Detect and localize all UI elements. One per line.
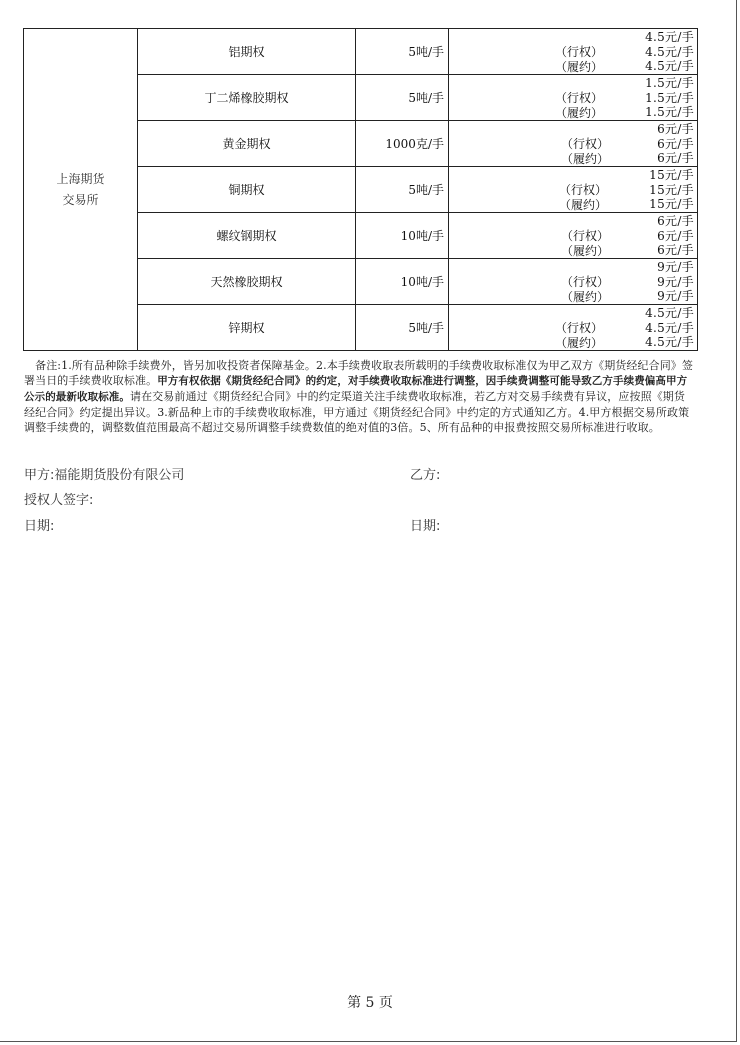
fee-cell bbox=[449, 29, 698, 75]
page-number: 第 5 页 bbox=[347, 995, 393, 1011]
product-name: 铜期权 bbox=[138, 167, 356, 213]
fee-value: 4.5元/手 bbox=[645, 44, 694, 59]
fee-value: 15元/手 bbox=[649, 168, 694, 182]
fee-value: 15元/手 bbox=[649, 182, 694, 197]
fee-type-labels bbox=[559, 183, 607, 212]
exercise-label: （行权） bbox=[559, 183, 608, 197]
performance-label: （履约） bbox=[555, 335, 604, 350]
fee-value: 4.5元/手 bbox=[645, 306, 694, 320]
contract-unit: 1000克/手 bbox=[356, 121, 449, 167]
fee-values bbox=[657, 122, 694, 166]
fee-cell bbox=[449, 305, 698, 351]
exercise-label: （行权） bbox=[561, 275, 610, 289]
fee-type-labels bbox=[555, 91, 603, 120]
fee-value: 4.5元/手 bbox=[645, 320, 694, 335]
exercise-label: （行权） bbox=[561, 137, 610, 151]
product-name: 螺纹钢期权 bbox=[138, 213, 356, 259]
fee-type-labels bbox=[555, 321, 603, 350]
fee-cell bbox=[449, 213, 698, 259]
performance-label: （履约） bbox=[559, 197, 608, 212]
party-a-date-label: 日期: bbox=[24, 519, 55, 534]
fee-type-labels bbox=[561, 137, 609, 166]
party-b-date-label: 日期: bbox=[410, 519, 441, 534]
performance-label: （履约） bbox=[555, 59, 604, 74]
performance-label: （履约） bbox=[561, 289, 610, 304]
fee-value: 6元/手 bbox=[657, 214, 694, 228]
fee-value: 9元/手 bbox=[657, 289, 694, 303]
fee-value: 6元/手 bbox=[657, 151, 694, 165]
fee-value: 6元/手 bbox=[657, 228, 694, 243]
performance-label: （履约） bbox=[561, 151, 610, 166]
fee-value: 9元/手 bbox=[657, 260, 694, 274]
fee-cell bbox=[449, 75, 698, 121]
exercise-label: （行权） bbox=[555, 91, 604, 105]
party-b-label: 乙方: bbox=[410, 468, 441, 483]
fee-value: 1.5元/手 bbox=[645, 90, 694, 105]
notes-paragraph bbox=[24, 358, 696, 435]
fee-values bbox=[645, 76, 694, 120]
fee-type-labels bbox=[555, 45, 603, 74]
fee-value: 4.5元/手 bbox=[645, 335, 694, 349]
contract-unit: 5吨/手 bbox=[356, 29, 449, 75]
contract-unit: 5吨/手 bbox=[356, 167, 449, 213]
contract-unit: 10吨/手 bbox=[356, 213, 449, 259]
notes-bold-text: 甲方有权依据《期货经纪合同》的约定，对手续费收取标准进行调整，因手续费调整可能导致乙方手续费偏高甲方公示的最新收取标准。 bbox=[24, 375, 688, 403]
fee-values bbox=[645, 306, 694, 350]
fee-type-labels bbox=[561, 229, 609, 258]
product-name: 锌期权 bbox=[138, 305, 356, 351]
contract-unit: 5吨/手 bbox=[356, 305, 449, 351]
fee-values bbox=[645, 30, 694, 74]
exercise-label: （行权） bbox=[561, 229, 610, 243]
fee-cell bbox=[449, 259, 698, 305]
fee-type-labels bbox=[561, 275, 609, 304]
fee-values bbox=[649, 168, 694, 212]
product-name: 天然橡胶期权 bbox=[138, 259, 356, 305]
contract-unit: 10吨/手 bbox=[356, 259, 449, 305]
authorized-signature-label: 授权人签字: bbox=[24, 493, 94, 508]
notes-text: 备注:1.所有品种除手续费外，皆另加收投资者保障基金。2.本手续费收取表所载明的手续费收取标准仅为甲乙双方《期货经纪合同》签署当日的手续费收取标准。 bbox=[24, 359, 693, 387]
product-name: 黄金期权 bbox=[138, 121, 356, 167]
fee-value: 9元/手 bbox=[657, 274, 694, 289]
fee-value: 1.5元/手 bbox=[645, 105, 694, 119]
fee-cell bbox=[449, 121, 698, 167]
fee-value: 15元/手 bbox=[649, 197, 694, 211]
exercise-label: （行权） bbox=[555, 45, 604, 59]
exercise-label: （行权） bbox=[555, 321, 604, 335]
notes-text-continued: 请在交易前通过《期货经纪合同》中的约定渠道关注手续费收取标准，若乙方对交易手续费有异议，应按照《期货经纪合同》约定提出异议。3.新品种上市的手续费收取标准，甲方通过《期货经纪合同》中约定的方式通知乙方。4.甲方根据交易所政策调整手续费的，调整数值范围最高不超过交易所调整手续费数值的绝对值的3倍。5、所有品种的申报费按照交易所标准进行收取。 bbox=[24, 390, 690, 434]
product-name: 丁二烯橡胶期权 bbox=[138, 75, 356, 121]
fee-values bbox=[657, 260, 694, 304]
product-name: 铝期权 bbox=[138, 29, 356, 75]
fee-values bbox=[657, 214, 694, 258]
exchange-name: 上海期货 交易所 bbox=[24, 29, 138, 351]
fee-value: 1.5元/手 bbox=[645, 76, 694, 90]
fee-table bbox=[23, 28, 698, 351]
party-a-label: 甲方:福能期货股份有限公司 bbox=[24, 468, 185, 483]
fee-row bbox=[24, 29, 698, 75]
performance-label: （履约） bbox=[561, 243, 610, 258]
fee-value: 6元/手 bbox=[657, 122, 694, 136]
performance-label: （履约） bbox=[555, 105, 604, 120]
fee-value: 6元/手 bbox=[657, 136, 694, 151]
contract-unit: 5吨/手 bbox=[356, 75, 449, 121]
fee-cell bbox=[449, 167, 698, 213]
fee-value: 4.5元/手 bbox=[645, 30, 694, 44]
fee-value: 6元/手 bbox=[657, 243, 694, 257]
fee-value: 4.5元/手 bbox=[645, 59, 694, 73]
